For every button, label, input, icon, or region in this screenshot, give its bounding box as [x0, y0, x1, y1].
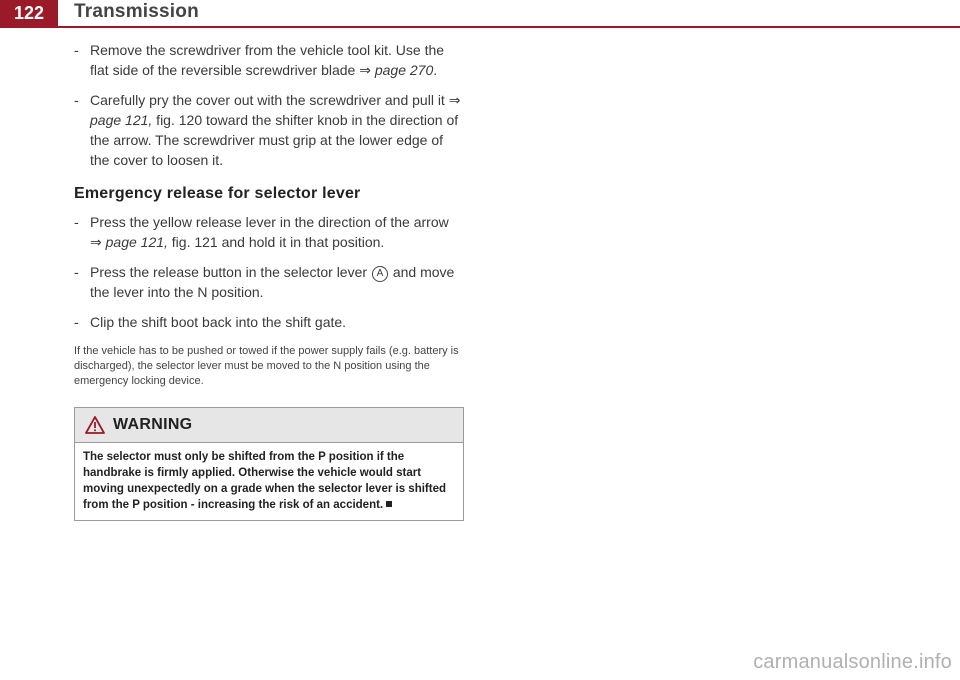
warning-body: [75, 443, 463, 520]
step-text: Press the release button in the selector lever: [90, 264, 371, 280]
header-rule: [0, 26, 960, 28]
step-text: Press the yellow release lever in the direction of the arrow: [90, 214, 449, 230]
step-pry-cover: [74, 90, 464, 170]
page-ref-link[interactable]: ⇒ page 121,: [90, 234, 168, 250]
warning-header: [75, 408, 463, 443]
page-number: 122: [0, 0, 58, 26]
step-press-yellow-lever: [74, 212, 464, 252]
step-text-end: and move the lever into the N position.: [90, 264, 455, 300]
step-dash: -: [74, 314, 79, 330]
step-text-end: fig. 120 toward the shifter knob in the direction of the arrow. The screwdriver must grip at the lower edge of the cover to loosen it.: [90, 112, 459, 168]
step-dash: -: [74, 214, 79, 230]
section-title: Transmission: [74, 1, 199, 22]
note-text: If the vehicle has to be pushed or towed if the power supply fails (e.g. battery is discharged), the selector lever must be moved to the N position using the emergency locking device.: [74, 345, 459, 387]
step-dash: -: [74, 264, 79, 280]
step-press-release-button: [74, 262, 464, 302]
step-dash: -: [74, 92, 79, 108]
page-ref-link[interactable]: ⇒ page 270: [359, 62, 434, 78]
subheading-emergency-release: Emergency release for selector lever: [74, 185, 361, 202]
step-text: Clip the shift boot back into the shift gate.: [90, 314, 347, 330]
page-ref-link[interactable]: ⇒ page 121,: [90, 92, 461, 128]
warning-box: [74, 407, 464, 521]
callout-a-icon: A: [372, 266, 388, 282]
step-text-end: .: [433, 62, 438, 78]
warning-title: WARNING: [113, 416, 193, 433]
warning-text: The selector must only be shifted from the P position if the handbrake is firmly applied. Otherwise the vehicle would start moving unexpectedly on a grade when the selector lever is shifted from the P position - increasing the risk of an accident.: [83, 451, 446, 511]
page-content: [74, 40, 464, 521]
step-text-end: fig. 121 and hold it in that position.: [167, 234, 385, 250]
step-clip-shift-boot: [74, 312, 464, 332]
step-dash: -: [74, 42, 79, 58]
step-remove-screwdriver: [74, 40, 464, 80]
warning-triangle-icon: [85, 416, 105, 434]
section-end-icon: [386, 501, 392, 507]
watermark: carmanualsonline.info: [753, 651, 952, 673]
step-text: Remove the screwdriver from the vehicle tool kit. Use the flat side of the reversible screwdriver blade: [90, 42, 445, 78]
step-text: Carefully pry the cover out with the screwdriver and pull it: [90, 92, 449, 108]
